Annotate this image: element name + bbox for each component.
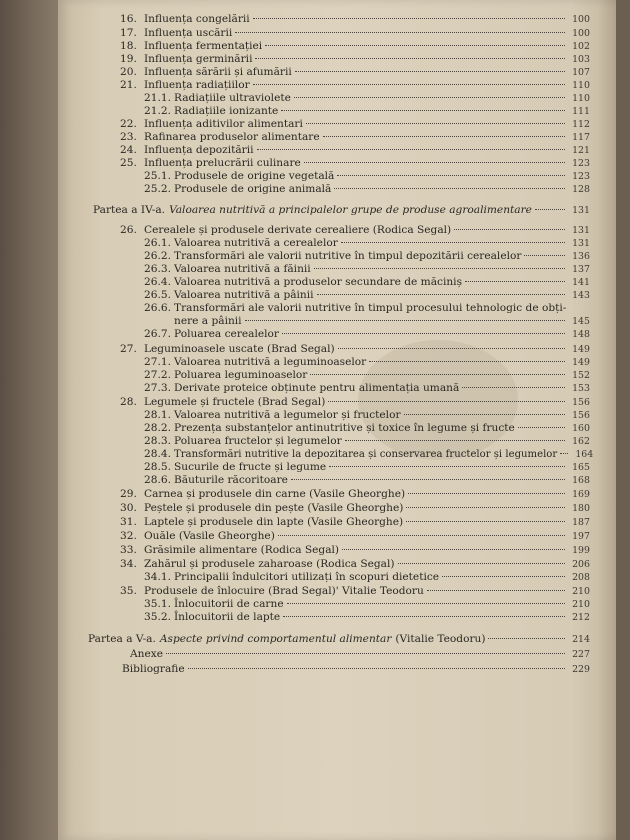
toc-entry-number: 28.6. <box>144 474 171 486</box>
dot-leader <box>166 653 565 654</box>
toc-part-heading <box>88 633 590 646</box>
toc-entry <box>122 663 590 676</box>
toc-entry <box>120 585 590 598</box>
toc-entry-title: Înlocuitorii de lapte <box>174 611 281 623</box>
toc-entry <box>130 648 590 661</box>
toc-entry-title: Sucurile de fructe și legume <box>174 461 327 473</box>
toc-entry-page: 123 <box>572 171 590 182</box>
toc-entry-page: 169 <box>572 489 590 500</box>
toc-entry-title: Valoarea nutritivă a făinii <box>174 263 311 275</box>
toc-entry-number: 27.3. <box>144 382 171 394</box>
toc-entry <box>120 530 590 543</box>
toc-entry-page: 110 <box>572 80 590 91</box>
toc-entry-page: 197 <box>572 531 590 542</box>
toc-entry-title: Zahărul și produsele zaharoase (Rodica Segal) <box>144 558 395 570</box>
toc-entry-title: Leguminoasele uscate (Brad Segal) <box>144 343 335 355</box>
toc-entry-page: 148 <box>572 329 590 340</box>
dot-leader <box>294 97 565 98</box>
toc-entry-number: 28.5. <box>144 461 171 473</box>
toc-entry <box>120 131 590 144</box>
dot-leader <box>334 188 565 189</box>
toc-entry-title: Peștele și produsele din pește (Vasile Gheorghe) <box>144 502 404 514</box>
toc-entry-title: Produsele de înlocuire (Brad Segal)' Vitalie Teodoru <box>144 585 424 597</box>
toc-entry-number: 23. <box>120 131 137 143</box>
toc-entry-page: 149 <box>572 357 590 368</box>
toc-entry <box>120 502 590 515</box>
toc-entry-page: 210 <box>572 586 590 597</box>
toc-entry-page: 103 <box>572 54 590 65</box>
toc-entry-title: Transformări ale valorii nutritive în timpul depozitării cerealelor <box>174 250 522 262</box>
toc-entry-number: 16. <box>120 13 137 25</box>
toc-entry-page: 149 <box>572 344 590 355</box>
toc-entry-number: 28.2. <box>144 422 171 434</box>
dot-leader <box>406 521 565 522</box>
toc-entry-number: 31. <box>120 516 137 528</box>
dot-leader <box>291 479 565 480</box>
toc-entry-number: 30. <box>120 502 137 514</box>
part-author: (Vitalie Teodoru) <box>395 633 486 645</box>
toc-entry-title: Influența sărării și afumării <box>144 66 292 78</box>
toc-entry <box>120 79 590 92</box>
toc-entry-number: 27. <box>120 343 137 355</box>
toc-entry-title: Produsele de origine animală <box>174 183 332 195</box>
toc-entry-title: Anexe <box>130 648 163 660</box>
toc-entry-number: 26.3. <box>144 263 171 275</box>
part-label: Partea a V-a. <box>88 633 156 645</box>
toc-entry-number: 18. <box>120 40 137 52</box>
toc-subentry <box>144 302 590 314</box>
dot-leader <box>245 320 565 321</box>
dot-leader <box>535 209 565 210</box>
toc-entry <box>120 144 590 157</box>
book-gutter-background <box>0 0 62 840</box>
dot-leader <box>306 123 565 124</box>
toc-subentry <box>144 571 590 584</box>
toc-entry-title: Valoarea nutritivă a produselor secundare de măciniș <box>174 276 463 288</box>
toc-entry-title: Grăsimile alimentare (Rodica Segal) <box>144 544 340 556</box>
toc-entry <box>120 13 590 26</box>
toc-entry-page: 164 <box>575 449 594 460</box>
dot-leader <box>323 136 565 137</box>
toc-entry-page: 145 <box>572 316 590 327</box>
toc-entry-title: Influența radiațiilor <box>144 79 250 91</box>
dot-leader <box>369 361 565 362</box>
toc-entry-title: Legumele și fructele (Brad Segal) <box>144 396 326 408</box>
toc-entry-title: Valoarea nutritivă a cerealelor <box>174 237 338 249</box>
toc-subentry <box>144 369 590 382</box>
toc-entry-title: Transformări nutritive la depozitarea și conservarea fructelor și legumelor <box>174 449 558 460</box>
toc-entry-page: 128 <box>572 184 590 195</box>
toc-entry-title: Radiațiile ultraviolete <box>174 92 291 104</box>
toc-entry-page: 206 <box>572 559 590 570</box>
dot-leader <box>235 32 565 33</box>
toc-entry-title: Poluarea fructelor și legumelor <box>174 435 342 447</box>
dot-leader <box>406 507 565 508</box>
toc-entry-number: 26.1. <box>144 237 171 249</box>
toc-entry-number: 25.1. <box>144 170 171 182</box>
dot-leader <box>283 616 565 617</box>
dot-leader <box>282 333 565 334</box>
toc-entry-title: Rafinarea produselor alimentare <box>144 131 320 143</box>
dot-leader <box>398 563 566 564</box>
dot-leader <box>295 71 565 72</box>
toc-subentry <box>144 250 590 263</box>
toc-subentry <box>144 92 590 105</box>
toc-entry-number: 32. <box>120 530 137 542</box>
toc-entry <box>120 53 590 66</box>
dot-leader <box>287 603 565 604</box>
toc-entry-number: 27.2. <box>144 369 171 381</box>
toc-subentry <box>144 105 590 118</box>
toc-entry-title: Influența fermentației <box>144 40 263 52</box>
toc-entry-title: Prezența substanțelor antinutritive și toxice în legume și fructe <box>174 422 515 434</box>
dot-leader <box>342 549 565 550</box>
dot-leader <box>404 414 565 415</box>
toc-entry <box>120 224 590 237</box>
toc-entry-number: 26.7. <box>144 328 171 340</box>
toc-entry-number: 21.1. <box>144 92 171 104</box>
toc-entry-page: 156 <box>572 410 590 421</box>
toc-entry-page: 117 <box>572 132 590 143</box>
toc-entry-title: Băuturile răcoritoare <box>174 474 288 486</box>
toc-entry <box>120 516 590 529</box>
toc-entry-number: 26.6. <box>144 302 171 314</box>
toc-entry-number: 26.5. <box>144 289 171 301</box>
toc-entry-page: 107 <box>572 67 590 78</box>
toc-entry-page: 112 <box>572 119 590 130</box>
dot-leader <box>488 638 565 639</box>
dot-leader <box>314 268 565 269</box>
toc-part-heading <box>93 204 590 217</box>
toc-entry-title: Poluarea leguminoaselor <box>174 369 308 381</box>
toc-entry <box>120 343 590 356</box>
toc-entry <box>120 118 590 131</box>
toc-entry-title: Influența germinării <box>144 53 253 65</box>
part-label: Partea a IV-a. <box>93 204 166 216</box>
toc-entry-page: 227 <box>572 649 590 660</box>
toc-entry-page: 229 <box>572 664 590 675</box>
toc-subentry <box>144 598 590 611</box>
toc-entry-title: Derivate proteice obținute pentru alimentația umană <box>174 382 460 394</box>
toc-entry-number: 26. <box>120 224 137 236</box>
toc-entry-number: 35. <box>120 585 137 597</box>
toc-entry-number: 19. <box>120 53 137 65</box>
toc-entry-title: Produsele de origine vegetală <box>174 170 335 182</box>
toc-entry-number: 26.4. <box>144 276 171 288</box>
dot-leader <box>560 453 568 454</box>
toc-entry-number: 25.2. <box>144 183 171 195</box>
toc-subentry <box>144 170 590 183</box>
toc-entry-page: 187 <box>572 517 590 528</box>
dot-leader <box>337 175 565 176</box>
dot-leader <box>278 535 565 536</box>
toc-entry-page: 162 <box>572 436 590 447</box>
toc-entry-title: Cerealele și produsele derivate cerealiere (Rodica Segal) <box>144 224 452 236</box>
toc-entry <box>120 396 590 409</box>
dot-leader <box>462 387 565 388</box>
toc-entry-number: 29. <box>120 488 137 500</box>
toc-entry-page: 214 <box>572 634 590 645</box>
part-title: Aspecte privind comportamentul alimentar <box>159 633 392 645</box>
toc-entry-page: 100 <box>572 14 590 25</box>
toc-entry-page: 131 <box>572 205 590 216</box>
toc-entry-number: 20. <box>120 66 137 78</box>
toc-entry-page: 131 <box>572 238 590 249</box>
toc-entry <box>120 27 590 40</box>
toc-entry-page: 136 <box>572 251 590 262</box>
toc-entry-number: 35.2. <box>144 611 171 623</box>
toc-subentry <box>144 461 590 474</box>
toc-subentry <box>144 409 590 422</box>
dot-leader <box>524 255 565 256</box>
toc-entry-page: 137 <box>572 264 590 275</box>
toc-entry-page: 153 <box>572 383 590 394</box>
toc-entry-page: 180 <box>572 503 590 514</box>
toc-entry-page: 131 <box>572 225 590 236</box>
dot-leader <box>465 281 565 282</box>
dot-leader <box>304 162 565 163</box>
toc-entry-title: Valoarea nutritivă a pâinii <box>174 289 314 301</box>
toc-subentry <box>144 448 594 461</box>
toc-entry-title: Principalii îndulcitori utilizați în scopuri dietetice <box>174 571 440 583</box>
toc-entry-number: 24. <box>120 144 137 156</box>
toc-entry-page: 160 <box>572 423 590 434</box>
toc-entry-title: Ouăle (Vasile Gheorghe) <box>144 530 275 542</box>
dot-leader <box>345 440 565 441</box>
dot-leader <box>310 374 565 375</box>
toc-entry-number: 21. <box>120 79 137 91</box>
toc-entry-page: 165 <box>572 462 590 473</box>
toc-entry-number: 21.2. <box>144 105 171 117</box>
toc-entry-page: 100 <box>572 28 590 39</box>
toc-subentry <box>144 611 590 624</box>
toc-subentry <box>144 289 590 302</box>
toc-entry-number: 28.4. <box>144 448 171 460</box>
dot-leader <box>442 576 565 577</box>
toc-entry-title: Influența uscării <box>144 27 233 39</box>
toc-subentry <box>144 237 590 250</box>
toc-entry-number: 26.2. <box>144 250 171 262</box>
toc-entry-number: 28. <box>120 396 137 408</box>
toc-entry-title: Influența prelucrării culinare <box>144 157 301 169</box>
toc-entry-page: 156 <box>572 397 590 408</box>
toc-entry <box>120 544 590 557</box>
toc-entry-title: Radiațiile ionizante <box>174 105 279 117</box>
dot-leader <box>253 84 565 85</box>
toc-entry <box>120 66 590 79</box>
toc-entry-page: 102 <box>572 41 590 52</box>
dot-leader <box>408 493 565 494</box>
toc-subentry-continuation <box>174 315 590 328</box>
part-title: Valoarea nutritivă a principalelor grupe de produse agroalimentare <box>169 204 532 216</box>
toc-entry-page: 152 <box>572 370 590 381</box>
toc-entry-number: 34.1. <box>144 571 171 583</box>
toc-entry-page: 111 <box>572 106 590 117</box>
toc-subentry <box>144 474 590 487</box>
toc-entry-page: 141 <box>572 277 590 288</box>
toc-entry-title: Înlocuitorii de carne <box>174 598 284 610</box>
toc-entry-page: 143 <box>572 290 590 301</box>
toc-entry-title: Valoarea nutritivă a legumelor și fructelor <box>174 409 401 421</box>
toc-entry <box>120 488 590 501</box>
toc-entry-title: nere a pâinii <box>174 315 242 327</box>
toc-subentry <box>144 328 590 341</box>
dot-leader <box>188 668 565 669</box>
toc-entry-page: 199 <box>572 545 590 556</box>
dot-leader <box>328 401 565 402</box>
dot-leader <box>265 45 565 46</box>
dot-leader <box>317 294 565 295</box>
dot-leader <box>329 466 565 467</box>
toc-entry-title: Laptele și produsele din lapte (Vasile Gheorghe) <box>144 516 404 528</box>
dot-leader <box>338 348 565 349</box>
table-of-contents <box>58 0 616 840</box>
toc-entry-page: 208 <box>572 572 590 583</box>
dot-leader <box>281 110 565 111</box>
dot-leader <box>427 590 565 591</box>
toc-entry-page: 210 <box>572 599 590 610</box>
dot-leader <box>257 149 565 150</box>
dot-leader <box>253 18 565 19</box>
dot-leader <box>341 242 565 243</box>
dot-leader <box>518 427 565 428</box>
toc-subentry <box>144 276 590 289</box>
toc-entry-number: 28.3. <box>144 435 171 447</box>
toc-entry <box>120 558 590 571</box>
toc-subentry <box>144 183 590 196</box>
toc-subentry <box>144 435 590 448</box>
toc-subentry <box>144 422 590 435</box>
toc-entry-page: 212 <box>572 612 590 623</box>
toc-entry-title: Influența aditivilor alimentari <box>144 118 303 130</box>
toc-entry-title: Influența depozitării <box>144 144 254 156</box>
toc-entry-page: 121 <box>572 145 590 156</box>
toc-entry-title: Carnea și produsele din carne (Vasile Gheorghe) <box>144 488 406 500</box>
toc-entry-title: Influența congelării <box>144 13 250 25</box>
toc-subentry <box>144 263 590 276</box>
toc-entry-number: 22. <box>120 118 137 130</box>
toc-entry-number: 27.1. <box>144 356 171 368</box>
toc-entry-page: 168 <box>572 475 590 486</box>
toc-subentry <box>144 356 590 369</box>
toc-entry <box>120 157 590 170</box>
book-page <box>58 0 616 840</box>
toc-entry-title: Poluarea cerealelor <box>174 328 279 340</box>
dot-leader <box>454 229 565 230</box>
toc-entry-number: 33. <box>120 544 137 556</box>
toc-entry-title: Bibliografie <box>122 663 185 675</box>
toc-entry-page: 110 <box>572 93 590 104</box>
toc-entry-title: Valoarea nutritivă a leguminoaselor <box>174 356 367 368</box>
toc-entry-number: 25. <box>120 157 137 169</box>
toc-subentry <box>144 382 590 395</box>
toc-entry-number: 17. <box>120 27 137 39</box>
toc-entry-number: 34. <box>120 558 137 570</box>
dot-leader <box>255 58 565 59</box>
toc-entry <box>120 40 590 53</box>
toc-entry-number: 28.1. <box>144 409 171 421</box>
toc-entry-number: 35.1. <box>144 598 171 610</box>
toc-entry-title: Transformări ale valorii nutritive în timpul procesului tehnologic de obți- <box>174 302 567 314</box>
toc-entry-page: 123 <box>572 158 590 169</box>
